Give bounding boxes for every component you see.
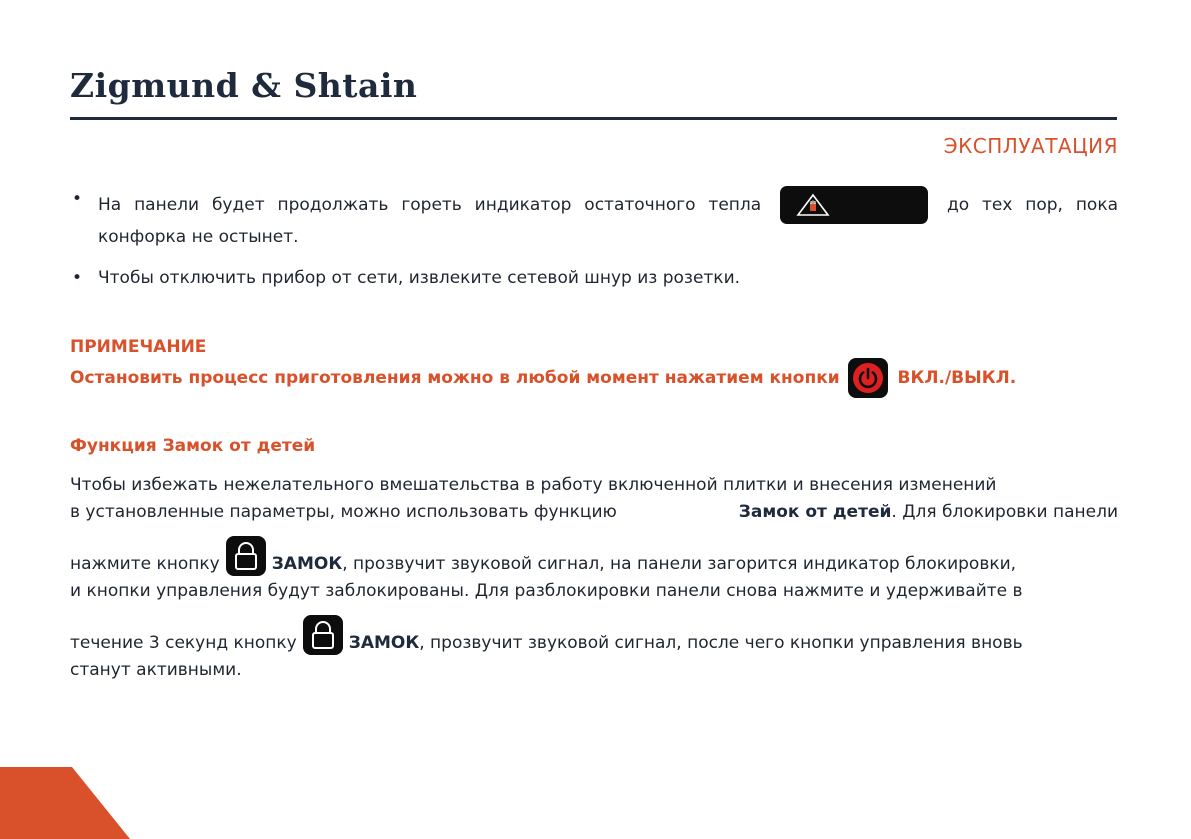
note-title: ПРИМЕЧАНИЕ <box>70 337 207 357</box>
section-title: ЭКСПЛУАТАЦИЯ <box>943 134 1118 158</box>
bullet-dot: • <box>72 268 83 288</box>
para-line <box>70 578 1118 605</box>
para-text: течение 3 секунд кнопку <box>70 633 297 653</box>
child-lock-term: Замок от детей <box>738 502 892 522</box>
lock-button-label: ЗАМОК <box>271 554 343 574</box>
power-button-label: ВКЛ./ВЫКЛ. <box>897 368 1017 388</box>
power-button-image <box>848 358 888 398</box>
note-text-line <box>70 358 1016 398</box>
para-text: , прозвучит звуковой сигнал, после чего кнопки управления вновь <box>419 633 1023 653</box>
bullet-text: Чтобы отключить прибор от сети, извлеките сетевой шнур из розетки. <box>98 268 741 288</box>
lock-button-image <box>303 615 343 655</box>
header-divider <box>70 117 1117 120</box>
lock-icon <box>310 620 336 650</box>
lock-button-image <box>226 536 266 576</box>
para-line <box>70 526 1118 578</box>
bullet-text: На панели будет продолжать гореть индикатор остаточного тепла <box>98 195 762 215</box>
para-text: . Для блокировки панели <box>891 502 1118 522</box>
para-text: нажмите кнопку <box>70 554 220 574</box>
hot-surface-warning-icon <box>796 193 830 217</box>
bullet-text-cont: до тех пор, пока конфорка не остынет. <box>98 195 1119 247</box>
bullet-dot: • <box>72 189 83 209</box>
para-text-inline <box>70 536 1016 578</box>
child-lock-title: Функция Замок от детей <box>70 436 316 456</box>
bullet-list <box>70 186 1118 292</box>
para-line <box>70 472 1118 499</box>
bullet-residual-heat <box>70 186 1118 251</box>
para-text: Чтобы избежать нежелательного вмешательства в работу включенной плитки и внесения изменений <box>70 475 997 495</box>
para-text-inline <box>70 615 1023 657</box>
brand-logo: Zigmund & Shtain <box>70 66 418 105</box>
corner-decoration <box>0 767 130 839</box>
para-text: в установленные параметры, можно использовать функцию <box>70 502 617 522</box>
residual-heat-indicator <box>780 186 928 224</box>
para-text-inline <box>739 499 1118 526</box>
power-icon <box>852 362 884 394</box>
lock-icon <box>233 541 259 571</box>
para-line <box>70 605 1118 657</box>
note-block <box>70 336 1016 398</box>
lock-button-label: ЗАМОК <box>348 633 420 653</box>
para-line <box>70 499 1118 526</box>
note-text: Остановить процесс приготовления можно в любой момент нажатием кнопки <box>70 368 840 388</box>
para-text: , прозвучит звуковой сигнал, на панели загорится индикатор блокировки, <box>342 554 1017 574</box>
para-text: и кнопки управления будут заблокированы. Для разблокировки панели снова нажмите и удерживайте в <box>70 581 1023 601</box>
bullet-unplug <box>70 265 1118 292</box>
para-text: станут активными. <box>70 660 242 680</box>
para-line <box>70 657 1118 684</box>
child-lock-paragraph <box>70 472 1118 684</box>
